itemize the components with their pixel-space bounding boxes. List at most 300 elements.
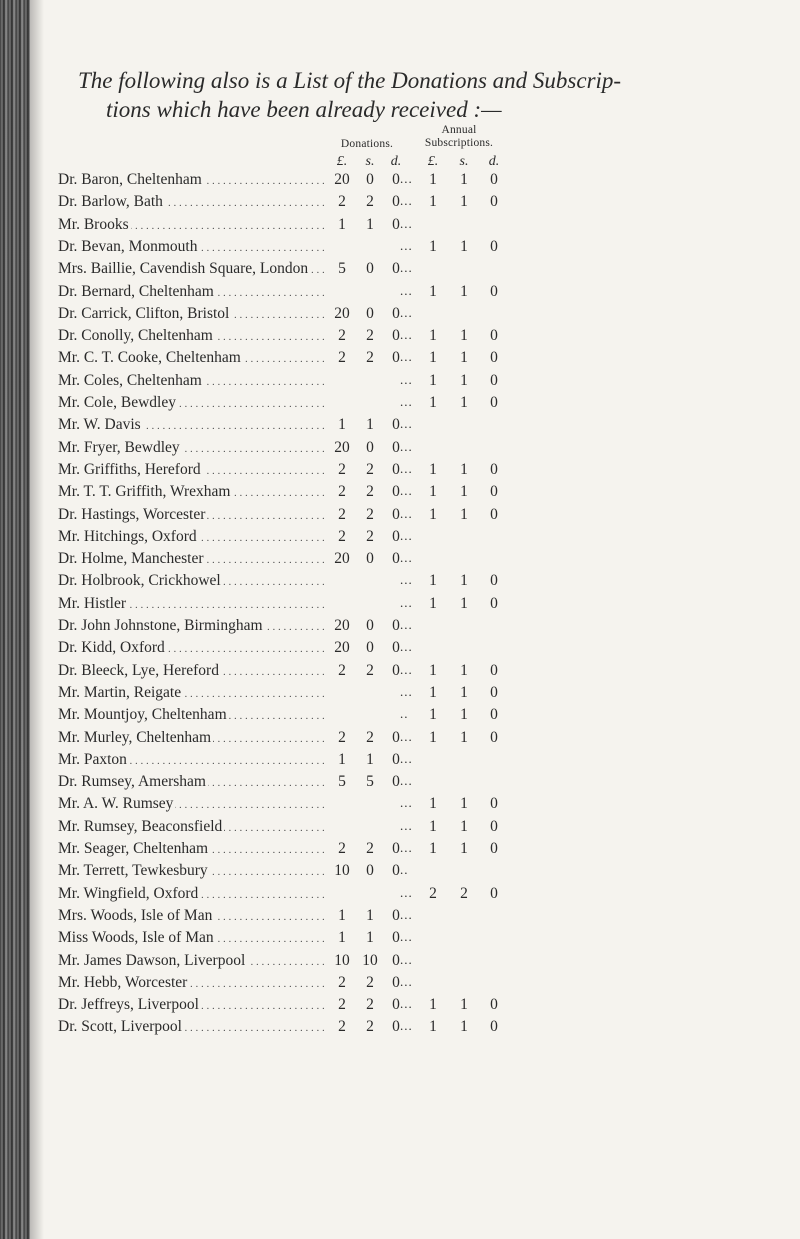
subscription-shillings: 1 <box>460 795 468 813</box>
donor-name-text: Mr. A. W. Rumsey <box>58 795 174 813</box>
donation-pence: 0 <box>392 1018 400 1036</box>
donor-name <box>58 795 326 813</box>
subscription-pounds: 2 <box>429 884 437 902</box>
list-item <box>0 550 800 571</box>
donor-name <box>58 595 326 613</box>
donor-name-text: Dr. Conolly, Cheltenham <box>58 327 213 345</box>
subscriptions-header-bottom: Subscriptions. <box>424 137 494 149</box>
subscription-pounds: 1 <box>429 572 437 590</box>
donation-shillings: 0 <box>366 304 374 322</box>
list-item <box>0 238 800 259</box>
leader-dots: ... <box>400 483 413 499</box>
donor-name-text: Mr. Mountjoy, Cheltenham <box>58 706 227 724</box>
subscription-shillings: 1 <box>460 193 468 211</box>
subscription-shillings: 1 <box>460 460 468 478</box>
donor-name <box>58 929 326 947</box>
subscriptions-column-header <box>404 124 514 150</box>
list-item <box>0 483 800 504</box>
donor-name-text: Mr. Seager, Cheltenham <box>58 840 209 857</box>
donation-pounds: 2 <box>338 193 346 211</box>
donation-pence: 0 <box>392 906 400 924</box>
donations-shillings-header: s. <box>365 154 375 169</box>
subscription-pence: 0 <box>490 394 498 411</box>
donor-name-text: Mrs. Woods, Isle of Man <box>58 906 213 924</box>
subscription-pounds: 1 <box>429 327 437 345</box>
subscription-shillings: 1 <box>460 394 468 411</box>
list-item <box>0 840 800 861</box>
donor-name-text: Mr. Murley, Cheltenham <box>58 728 212 746</box>
donor-name <box>58 907 326 925</box>
donor-name <box>58 773 326 791</box>
donor-name-text: Dr. John Johnstone, Birmingham <box>58 617 263 634</box>
donor-name <box>58 818 326 836</box>
leader-dots: ... <box>400 304 413 320</box>
donor-name <box>58 862 326 880</box>
donor-name-text: Dr. Barlow, Bath <box>58 193 163 211</box>
list-item <box>0 929 800 950</box>
donation-pounds: 20 <box>334 438 350 456</box>
donation-pounds: 1 <box>338 215 346 233</box>
donor-name-text: Dr. Bernard, Cheltenham <box>58 282 214 300</box>
donation-shillings: 2 <box>366 505 374 523</box>
list-item <box>0 506 800 527</box>
donor-name-text: Dr. Kidd, Oxford <box>58 639 165 657</box>
donation-pence: 0 <box>392 260 400 278</box>
donor-name <box>58 550 326 568</box>
donation-pounds: 1 <box>338 906 346 924</box>
subscription-pounds: 1 <box>429 460 437 478</box>
donor-name <box>58 729 326 747</box>
donor-name-text: Mr. Fryer, Bewdley <box>58 438 180 456</box>
subscription-pounds: 1 <box>429 394 437 411</box>
donation-shillings: 2 <box>366 973 374 991</box>
donor-name <box>58 974 326 992</box>
leader-dots: ... <box>400 416 413 432</box>
donation-shillings: 2 <box>366 327 374 345</box>
donation-pounds: 5 <box>338 260 346 278</box>
subscription-shillings: 1 <box>460 706 468 724</box>
list-item <box>0 416 800 437</box>
donor-name <box>58 327 326 345</box>
donation-shillings: 1 <box>366 929 374 947</box>
donor-name-text: Mr. C. T. Cooke, Cheltenham <box>58 349 241 367</box>
donor-name-text: Mr. Hitchings, Oxford <box>58 527 197 545</box>
donor-name-text: Mr. Paxton <box>58 750 127 768</box>
donation-pence: 0 <box>392 460 400 478</box>
donation-shillings: 2 <box>366 996 374 1014</box>
donation-shillings: 1 <box>366 750 374 768</box>
leader-dots: ... <box>400 996 413 1012</box>
subscription-shillings: 1 <box>460 349 468 367</box>
donor-name <box>58 416 326 434</box>
donation-pounds: 2 <box>338 1018 346 1036</box>
donor-name-text: Mr. Wingfield, Oxford <box>58 884 199 902</box>
donor-name-text: Mr. Rumsey, Beaconsfield <box>58 817 223 835</box>
donation-pence: 0 <box>392 550 400 568</box>
donation-pence: 0 <box>392 505 400 523</box>
subscription-shillings: 2 <box>460 884 468 902</box>
subscription-pounds: 1 <box>429 282 437 300</box>
subscription-pounds: 1 <box>429 728 437 746</box>
donation-pence: 0 <box>392 327 400 345</box>
donor-name-text: Mr. Martin, Reigate <box>58 683 182 701</box>
list-item <box>0 171 800 192</box>
donation-pounds: 2 <box>338 349 346 367</box>
leader-dots: ... <box>400 371 413 387</box>
list-item <box>0 327 800 348</box>
leader-dots: ... <box>400 795 413 811</box>
leader-dots: ... <box>400 327 413 343</box>
donation-pounds: 1 <box>338 929 346 947</box>
donation-shillings: 2 <box>366 349 374 367</box>
subscription-shillings: 1 <box>460 840 468 857</box>
leader-dots: ... <box>400 817 413 833</box>
leader-dots: ... <box>400 683 413 699</box>
donor-name <box>58 528 326 546</box>
subscription-shillings: 1 <box>460 505 468 523</box>
subscription-pence: 0 <box>490 171 498 188</box>
subscriptions-header-top: Annual <box>441 124 477 136</box>
donation-pounds: 2 <box>338 996 346 1014</box>
donation-pence: 0 <box>392 840 400 857</box>
leader-dots: ... <box>400 929 413 945</box>
donor-name <box>58 751 326 769</box>
donation-shillings: 2 <box>366 527 374 545</box>
list-item <box>0 461 800 482</box>
subscription-pence: 0 <box>490 572 498 590</box>
list-item <box>0 662 800 683</box>
donation-pounds: 2 <box>338 840 346 857</box>
donation-pence: 0 <box>392 193 400 211</box>
list-item <box>0 439 800 460</box>
donor-name-text: Dr. Carrick, Clifton, Bristol <box>58 304 230 322</box>
donation-pence: 0 <box>392 639 400 657</box>
list-item <box>0 216 800 237</box>
leader-dots: ... <box>400 973 413 989</box>
leader-dots: ... <box>400 260 413 276</box>
list-item <box>0 595 800 616</box>
list-item <box>0 684 800 705</box>
donation-pounds: 1 <box>338 750 346 768</box>
donation-shillings: 2 <box>366 193 374 211</box>
donation-shillings: 2 <box>366 460 374 478</box>
donations-column-header: Donations. <box>340 138 394 150</box>
subscription-pounds: 1 <box>429 349 437 367</box>
subscription-pounds: 1 <box>429 1018 437 1036</box>
donor-name-text: Mr. Hebb, Worcester <box>58 973 188 991</box>
leader-dots: ... <box>400 906 413 922</box>
list-item <box>0 193 800 214</box>
donor-name <box>58 260 326 278</box>
donation-pounds: 2 <box>338 327 346 345</box>
subscription-shillings: 1 <box>460 683 468 701</box>
subscription-pounds: 1 <box>429 661 437 679</box>
donor-name <box>58 305 326 323</box>
donation-pence: 0 <box>392 171 400 188</box>
donor-name-text: Dr. Jeffreys, Liverpool <box>58 996 199 1014</box>
subscription-shillings: 1 <box>460 171 468 188</box>
list-item <box>0 952 800 973</box>
donor-name <box>58 684 326 702</box>
donation-shillings: 1 <box>366 906 374 924</box>
list-item <box>0 372 800 393</box>
donation-pounds: 20 <box>334 550 350 568</box>
leader-dots: ... <box>400 394 413 409</box>
donation-shillings: 0 <box>366 862 374 880</box>
donation-shillings: 0 <box>366 639 374 657</box>
donation-pounds: 2 <box>338 661 346 679</box>
donation-pounds: 10 <box>334 951 350 969</box>
donor-name-text: Mr. Terrett, Tewkesbury <box>58 862 208 880</box>
list-item <box>0 349 800 370</box>
list-item <box>0 528 800 549</box>
donation-pence: 0 <box>392 929 400 947</box>
donor-name <box>58 662 326 680</box>
donor-name-text: Mr. Griffiths, Hereford <box>58 460 201 478</box>
subscription-shillings: 1 <box>460 996 468 1014</box>
donation-pounds: 20 <box>334 617 350 634</box>
donation-pence: 0 <box>392 527 400 545</box>
donation-pounds: 10 <box>334 862 350 880</box>
donation-pounds: 2 <box>338 527 346 545</box>
subscription-pence: 0 <box>490 1018 498 1036</box>
subscription-pence: 0 <box>490 594 498 612</box>
subscription-shillings: 1 <box>460 572 468 590</box>
leader-dots: ... <box>400 661 413 677</box>
donor-name <box>58 216 326 234</box>
donor-name-text: Dr. Rumsey, Amersham <box>58 773 206 791</box>
list-item <box>0 996 800 1017</box>
donation-shillings: 5 <box>366 773 374 791</box>
donor-name <box>58 283 326 301</box>
subscription-pence: 0 <box>490 237 498 255</box>
subscription-pounds: 1 <box>429 237 437 255</box>
donation-shillings: 2 <box>366 661 374 679</box>
subscription-pounds: 1 <box>429 594 437 612</box>
leader-dots: ... <box>400 193 413 209</box>
subscription-pence: 0 <box>490 795 498 813</box>
donation-pence: 0 <box>392 773 400 791</box>
subscription-shillings: 1 <box>460 661 468 679</box>
donation-pence: 0 <box>392 215 400 233</box>
donation-pounds: 2 <box>338 505 346 523</box>
leader-dots: ... <box>400 572 413 588</box>
leader-dots: ... <box>400 527 413 543</box>
leader-dots: ... <box>400 728 413 744</box>
leader-dots: ... <box>400 282 413 298</box>
donor-name <box>58 617 326 635</box>
donation-pence: 0 <box>392 304 400 322</box>
leader-dots: ... <box>400 840 413 855</box>
leader-dots: ... <box>400 884 413 900</box>
donation-shillings: 0 <box>366 171 374 188</box>
donor-name-text: Mrs. Baillie, Cavendish Square, London <box>58 260 309 278</box>
donation-pounds: 20 <box>334 304 350 322</box>
donor-name-text: Mr. James Dawson, Liverpool <box>58 951 246 969</box>
subscription-pence: 0 <box>490 728 498 746</box>
leader-dots: ... <box>400 951 413 967</box>
donation-shillings: 0 <box>366 550 374 568</box>
heading-line-2: tions which have been already received :— <box>106 97 502 122</box>
donation-pounds: 20 <box>334 171 350 188</box>
donation-pence: 0 <box>392 617 400 634</box>
donor-name <box>58 1018 326 1036</box>
list-item <box>0 773 800 794</box>
donation-pence: 0 <box>392 416 400 434</box>
subscription-shillings: 1 <box>460 594 468 612</box>
list-item <box>0 729 800 750</box>
list-item <box>0 885 800 906</box>
donor-name <box>58 193 326 211</box>
donation-pence: 0 <box>392 483 400 501</box>
donor-name-text: Mr. Cole, Bewdley <box>58 394 176 411</box>
donation-pence: 0 <box>392 951 400 969</box>
list-item <box>0 907 800 928</box>
subscription-pounds: 1 <box>429 996 437 1014</box>
donor-name <box>58 461 326 479</box>
list-item <box>0 1018 800 1039</box>
list-item <box>0 617 800 638</box>
list-item <box>0 862 800 883</box>
list-item <box>0 572 800 593</box>
page-heading <box>78 66 718 124</box>
donor-name-text: Dr. Holme, Manchester <box>58 550 204 568</box>
subscriptions-pounds-header: £. <box>427 154 439 169</box>
donation-shillings: 1 <box>366 416 374 434</box>
leader-dots: .. <box>400 862 409 878</box>
subscription-pence: 0 <box>490 706 498 724</box>
donations-pence-header: d. <box>390 154 402 169</box>
donor-name-text: Mr. W. Davis <box>58 416 141 434</box>
donation-shillings: 2 <box>366 1018 374 1036</box>
donation-shillings: 0 <box>366 260 374 278</box>
subscription-pence: 0 <box>490 349 498 367</box>
subscription-pounds: 1 <box>429 683 437 701</box>
subscription-shillings: 1 <box>460 1018 468 1036</box>
subscription-pence: 0 <box>490 327 498 345</box>
donor-name <box>58 506 326 524</box>
list-item <box>0 394 800 415</box>
subscription-pounds: 1 <box>429 706 437 724</box>
donor-name-text: Dr. Bleeck, Lye, Hereford <box>58 661 219 679</box>
list-item <box>0 283 800 304</box>
donation-pence: 0 <box>392 996 400 1014</box>
subscription-pence: 0 <box>490 683 498 701</box>
donor-name-text: Mr. Coles, Cheltenham <box>58 371 202 389</box>
leader-dots: ... <box>400 438 413 454</box>
subscription-pounds: 1 <box>429 193 437 211</box>
donor-name-text: Dr. Bevan, Monmouth <box>58 237 198 255</box>
list-item <box>0 639 800 660</box>
subscription-pence: 0 <box>490 996 498 1014</box>
donor-name-text: Dr. Holbrook, Crickhowel <box>58 572 221 590</box>
donation-pounds: 2 <box>338 460 346 478</box>
donor-name <box>58 840 326 858</box>
subscription-pence: 0 <box>490 505 498 523</box>
subscription-pence: 0 <box>490 884 498 902</box>
donation-shillings: 0 <box>366 438 374 456</box>
subscription-shillings: 1 <box>460 817 468 835</box>
donation-pounds: 2 <box>338 973 346 991</box>
leader-dots: ... <box>400 550 413 566</box>
donation-shillings: 2 <box>366 840 374 857</box>
list-item <box>0 974 800 995</box>
donor-name <box>58 885 326 903</box>
donation-pence: 0 <box>392 862 400 880</box>
subscriptions-shillings-header: s. <box>459 154 469 169</box>
list-item <box>0 260 800 281</box>
list-item <box>0 706 800 727</box>
donor-name-text: Dr. Baron, Cheltenham <box>58 171 202 188</box>
donation-pence: 0 <box>392 973 400 991</box>
donation-pence: 0 <box>392 438 400 456</box>
subscription-pence: 0 <box>490 371 498 389</box>
subscription-pounds: 1 <box>429 795 437 813</box>
subscription-shillings: 1 <box>460 483 468 501</box>
leader-dots: ... <box>400 237 413 253</box>
leader-dots: ... <box>400 215 413 231</box>
leader-dots: ... <box>400 171 413 186</box>
leader-dots: ... <box>400 617 413 632</box>
subscriptions-pence-header: d. <box>488 154 500 169</box>
subscription-pounds: 1 <box>429 171 437 188</box>
donor-name-text: Miss Woods, Isle of Man <box>58 929 214 947</box>
donor-name <box>58 483 326 501</box>
donor-name <box>58 372 326 390</box>
list-item <box>0 795 800 816</box>
leader-dots: ... <box>400 750 413 766</box>
donations-pounds-header: £. <box>336 154 348 169</box>
donor-name <box>58 639 326 657</box>
subscription-pounds: 1 <box>429 505 437 523</box>
leader-dots: ... <box>400 594 413 610</box>
subscription-pence: 0 <box>490 817 498 835</box>
donor-name-text: Dr. Hastings, Worcester <box>58 505 206 523</box>
subscription-pounds: 1 <box>429 817 437 835</box>
list-item <box>0 751 800 772</box>
donor-name <box>58 394 326 412</box>
leader-dots: ... <box>400 1018 413 1034</box>
list-item <box>0 818 800 839</box>
subscription-shillings: 1 <box>460 371 468 389</box>
donation-pounds: 2 <box>338 728 346 746</box>
donation-pence: 0 <box>392 728 400 746</box>
leader-dots: .. <box>400 706 409 722</box>
donor-name <box>58 996 326 1014</box>
subscription-shillings: 1 <box>460 237 468 255</box>
leader-dots: ... <box>400 505 413 521</box>
donor-name <box>58 706 326 724</box>
subscription-pence: 0 <box>490 840 498 857</box>
donor-name <box>58 349 326 367</box>
donation-shillings: 2 <box>366 728 374 746</box>
donation-pence: 0 <box>392 750 400 768</box>
subscription-pence: 0 <box>490 483 498 501</box>
subscription-shillings: 1 <box>460 728 468 746</box>
leader-dots: ... <box>400 460 413 476</box>
subscription-pounds: 1 <box>429 840 437 857</box>
donor-name-text: Dr. Scott, Liverpool <box>58 1018 182 1036</box>
donation-pounds: 20 <box>334 639 350 657</box>
leader-dots: ... <box>400 349 413 365</box>
subscription-pence: 0 <box>490 193 498 211</box>
donor-name-text: Mr. Histler <box>58 594 127 612</box>
donation-shillings: 1 <box>366 215 374 233</box>
donation-pence: 0 <box>392 349 400 367</box>
donor-name <box>58 439 326 457</box>
subscription-shillings: 1 <box>460 282 468 300</box>
donation-pounds: 5 <box>338 773 346 791</box>
